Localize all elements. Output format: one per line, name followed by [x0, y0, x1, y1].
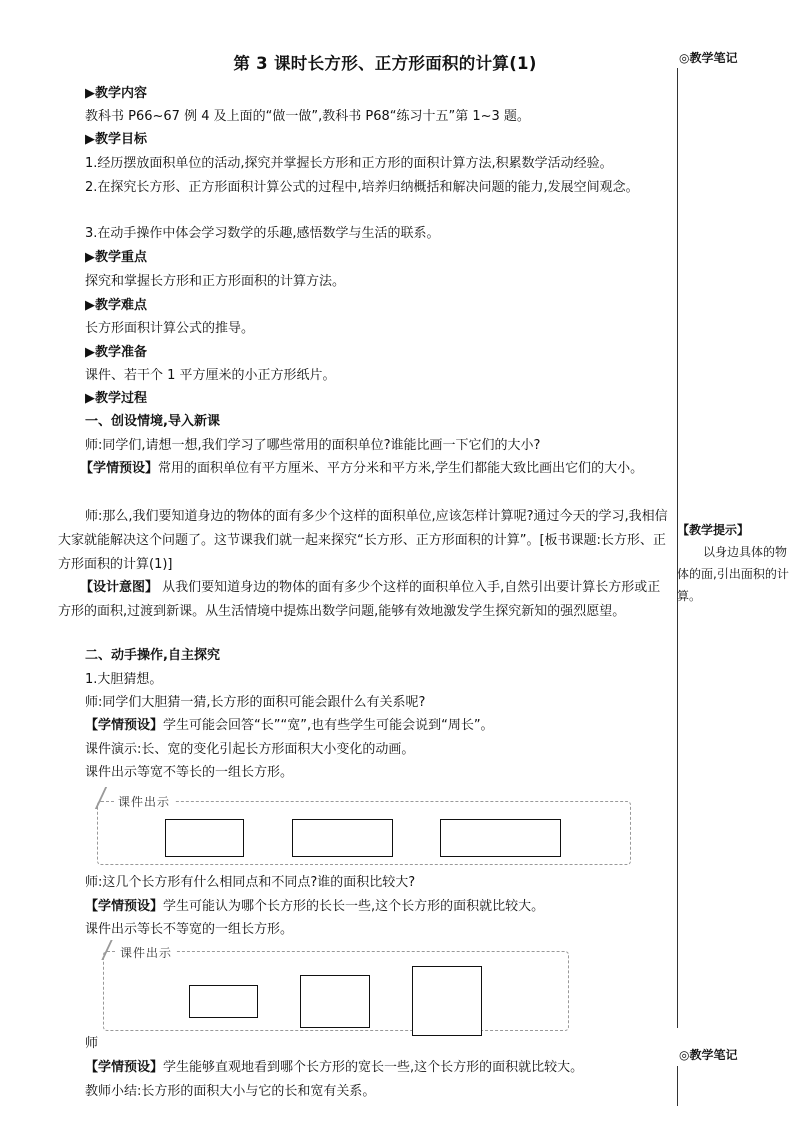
teaching-tip-heading: 【教学提示】 [677, 523, 750, 537]
process-heading: ▶教学过程 [85, 391, 147, 406]
difficulty-heading: ▶教学难点 [85, 298, 147, 313]
preset-tag: 【学情预设】 [85, 1060, 164, 1075]
part2-question-1: 师:同学们大胆猜一猜,长方形的面积可能会跟什么有关系呢? [85, 695, 426, 710]
page-title: 第 3 课时长方形、正方形面积的计算(1) [233, 54, 537, 73]
part2-question-3-partial: 师 [85, 1036, 99, 1051]
part2-heading: 二、动手操作,自主探究 [85, 648, 220, 663]
preset-tag: 【学情预设】 [85, 899, 164, 914]
courseware-panel-label: 课件出示 [116, 944, 176, 961]
part2-preset-3 [85, 1056, 697, 1080]
courseware-demo-2: 课件出示等宽不等长的一组长方形。 [85, 765, 294, 780]
rectangle-shape [292, 819, 393, 857]
step-1: 1.大胆猜想。 [85, 672, 163, 687]
rectangle-shape [300, 975, 370, 1028]
preset-text: 常用的面积单位有平方厘米、平方分米和平方米,学生们都能大致比画出它们的大小。 [158, 461, 644, 476]
part1-question-2: 师:那么,我们要知道身边的物体的面有多少个这样的面积单位,应该怎样计算呢?通过今天的学习,我相信大家就能解决这个问题了。这节课我们就一起来探究“长方形、正方形面积的计算”。[板书课题:长方形、正方形面积的计算(1)] [58, 509, 668, 572]
teaching-tip-text: 以身边具体的物体的面,引出面积的计算。 [677, 545, 789, 603]
preset-text: 学生可能会回答“长”“宽”,也有些学生可能会说到“周长”。 [163, 718, 494, 733]
courseware-panel-label: 课件出示 [114, 793, 174, 810]
preset-tag: 【学情预设】 [80, 461, 159, 476]
goal-1: 1.经历摆放面积单位的活动,探究并掌握长方形和正方形的面积计算方法,积累数学活动经验。 [85, 156, 613, 171]
design-intent [58, 576, 670, 624]
teaching-notes-heading-bottom: ◎教学笔记 [679, 1048, 738, 1062]
courseware-demo-3: 课件出示等长不等宽的一组长方形。 [85, 922, 294, 937]
part2-preset-1 [85, 714, 697, 738]
goals-heading: ▶教学目标 [85, 132, 147, 147]
goal-3: 3.在动手操作中体会学习数学的乐趣,感悟数学与生活的联系。 [85, 226, 440, 241]
part2-preset-2 [85, 895, 697, 919]
rectangle-shape [440, 819, 561, 857]
preset-text: 学生可能认为哪个长方形的长长一些,这个长方形的面积就比较大。 [163, 899, 545, 914]
rectangle-shape [165, 819, 244, 857]
goal-2: 2.在探究长方形、正方形面积计算公式的过程中,培养归纳概括和解决问题的能力,发展空间观念。 [85, 180, 639, 195]
teaching-tip [677, 519, 792, 607]
preparation-text: 课件、若干个 1 平方厘米的小正方形纸片。 [85, 368, 336, 383]
design-intent-tag: 【设计意图】 [80, 580, 159, 595]
preset-tag: 【学情预设】 [85, 718, 164, 733]
rectangle-shape [412, 966, 482, 1036]
key-heading: ▶教学重点 [85, 250, 147, 265]
part1-question-1: 师:同学们,请想一想,我们学习了哪些常用的面积单位?谁能比画一下它们的大小? [85, 438, 541, 453]
content-text: 教科书 P66~67 例 4 及上面的“做一做”,教科书 P68“练习十五”第 1~3 题。 [85, 109, 530, 124]
part2-question-2: 师:这几个长方形有什么相同点和不同点?谁的面积比较大? [85, 875, 416, 890]
design-intent-text: 从我们要知道身边的物体的面有多少个这样的面积单位入手,自然引出要计算长方形或正方形的面积,过渡到新课。从生活情境中提炼出数学问题,能够有效地激发学生探究新知的强烈愿望。 [58, 580, 661, 619]
teaching-notes-heading: ◎教学笔记 [679, 51, 738, 65]
content-heading: ▶教学内容 [85, 86, 147, 101]
courseware-demo-1: 课件演示:长、宽的变化引起长方形面积大小变化的动画。 [85, 742, 415, 757]
preparation-heading: ▶教学准备 [85, 345, 147, 360]
preset-text: 学生能够直观地看到哪个长方形的宽长一些,这个长方形的面积就比较大。 [163, 1060, 584, 1075]
rectangle-shape [189, 985, 258, 1018]
difficulty-text: 长方形面积计算公式的推导。 [85, 321, 255, 336]
part1-preset [58, 457, 670, 481]
part1-heading: 一、创设情境,导入新课 [85, 414, 220, 429]
teacher-summary: 教师小结:长方形的面积大小与它的长和宽有关系。 [85, 1084, 376, 1099]
key-text: 探究和掌握长方形和正方形面积的计算方法。 [85, 274, 346, 289]
